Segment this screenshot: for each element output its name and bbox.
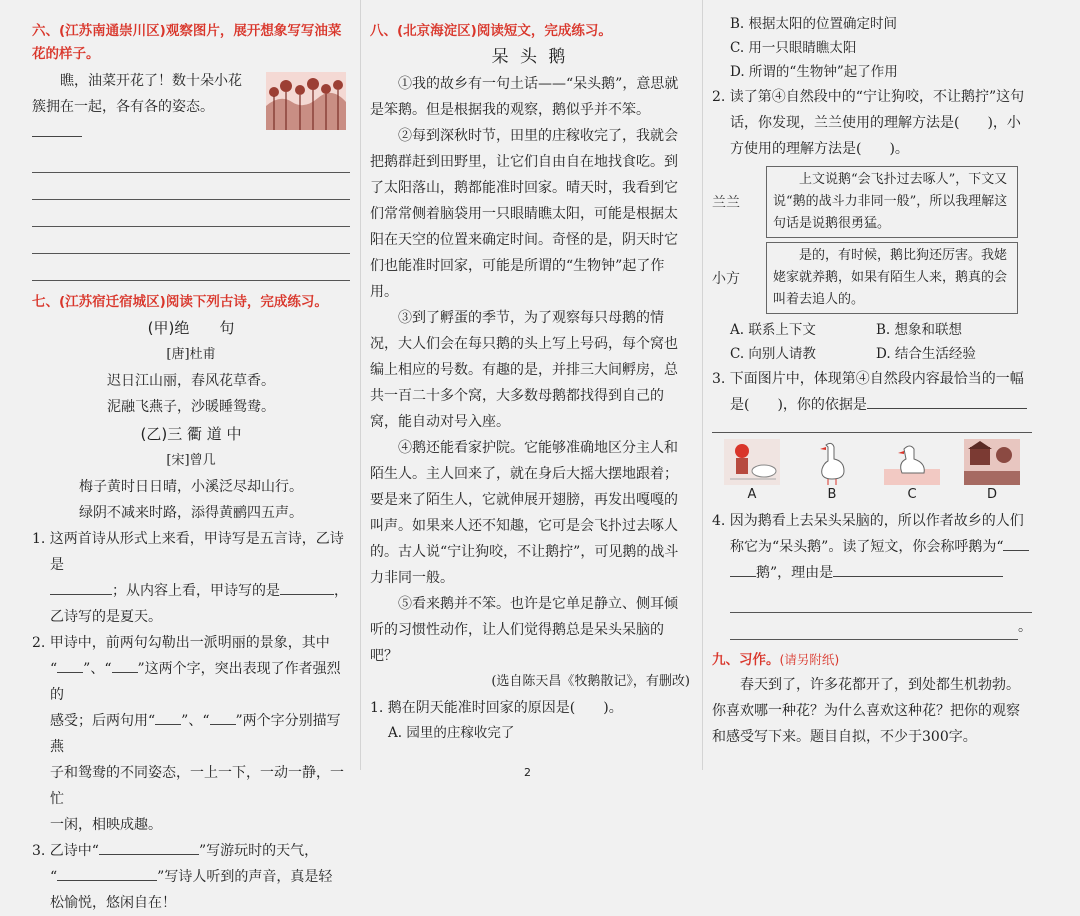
- writing-lines: [32, 146, 350, 281]
- picture-label: A: [747, 487, 757, 502]
- article-title: 呆 头 鹅: [491, 47, 569, 67]
- farmyard-scene-icon: [964, 439, 1020, 485]
- poem1-author: [唐]杜甫: [166, 347, 216, 362]
- picture-label: D: [986, 487, 997, 502]
- writing-line[interactable]: [32, 227, 350, 254]
- rapeseed-flowers-image: [266, 72, 346, 130]
- section-7-title: 七、(江苏宿迁宿城区)阅读下列古诗，完成练习。: [32, 294, 328, 310]
- poem1-line: 泥融飞燕子，沙暖睡鸳鸯。: [107, 399, 275, 415]
- option-c[interactable]: C. 向别人请教: [730, 346, 816, 362]
- poem-question-2: 2. 甲诗中，前两句勾勒出一派明丽的景象，其中 “ ”、“ ”这两个字，突出表现了作者强烈的 感受；后两句用“ ”、“ ”两个字分别描写燕 子和鸳鸯的不同姿态，一上一下，一动一静，一忙 一闲，相映成趣。: [32, 635, 344, 833]
- picture-d[interactable]: [964, 439, 1020, 502]
- poem-question-1: 1. 这两首诗从形式上来看，甲诗写是五言诗，乙诗是 ；从内容上看，甲诗写的是 ， 乙诗写的是夏天。: [32, 531, 348, 625]
- q2-options-row: [712, 318, 1032, 342]
- lanlan-label: 兰兰: [712, 195, 740, 211]
- answer-blank[interactable]: [155, 710, 181, 725]
- option-c[interactable]: C. 用一只眼睛瞧太阳: [730, 40, 857, 56]
- poem1-line: 迟日江山丽，春风花草香。: [107, 373, 275, 389]
- reading-question-4: 4. 因为鹅看上去呆头呆脑的，所以作者故乡的人们 称它为“呆头鹅”。读了短文，你会称呼鹅为“ 鹅”，理由是: [712, 508, 1032, 586]
- section-6-prompt: 瞧，油菜开花了！数十朵小花簇拥在一起，各有各的姿态。: [32, 68, 254, 146]
- writing-line[interactable]: [32, 173, 350, 200]
- writing-line[interactable]: [730, 586, 1032, 613]
- xiaofang-box: 是的，有时候，鹅比狗还厉害。我姥姥家就养鹅，如果有陌生人来，鹅真的会叫着去追人的。: [766, 242, 1018, 314]
- answer-blank[interactable]: [57, 658, 83, 673]
- writing-line[interactable]: [32, 254, 350, 281]
- article-paragraph: ⑤看来鹅并不笨。也许是它单足静立、侧耳倾听的习惯性动作，让人们觉得鹅总是呆头呆脑的吧？: [370, 596, 678, 664]
- option-b[interactable]: B. 根据太阳的位置确定时间: [730, 16, 898, 32]
- article-paragraph: ④鹅还能看家护院。它能够准确地区分主人和陌生人。主人回来了，就在身后大摇大摆地跟着；要是来了陌生人，它就伸展开翅膀，再发出嘎嘎的叫声。如果来人还不知趣，它可是会飞扑过去啄人的。古人说“宁让狗咬，不让鹅拧”，可见鹅的战斗力非同一般。: [370, 440, 679, 586]
- poem1-title: (甲)绝 句: [147, 319, 235, 337]
- option-b[interactable]: B. 想象和联想: [876, 322, 963, 338]
- article-paragraph: ①我的故乡有一句土话——“呆头鹅”，意思就是笨鹅。但是根据我的观察，鹅似乎并不笨。: [370, 76, 679, 118]
- poem2-author: [宋]曾几: [166, 453, 216, 468]
- answer-blank[interactable]: [730, 562, 756, 577]
- picture-label: C: [907, 487, 917, 502]
- reading-question-2: 2. 读了第④自然段中的“宁让狗咬，不让鹅拧”这句话，你发现，兰兰使用的理解方法是( )，小方使用的理解方法是( )。: [712, 89, 1025, 157]
- picture-label: B: [827, 487, 837, 502]
- writing-line[interactable]: [32, 200, 350, 227]
- answer-blank[interactable]: [99, 840, 199, 855]
- column-divider: [360, 0, 361, 770]
- section-8-title: 八、(北京海淀区)阅读短文，完成练习。: [370, 23, 612, 39]
- section-6-title: 六、(江苏南通崇川区)观察图片，展开想象写写油菜花的样子。: [32, 23, 342, 62]
- answer-blank[interactable]: [112, 658, 138, 673]
- answer-blank[interactable]: [57, 866, 157, 881]
- reading-question-3: 3. 下面图片中，体现第④自然段内容最恰当的一幅 是( )，你的依据是: [712, 366, 1032, 418]
- goose-standing-icon: [804, 439, 860, 485]
- column-left: [32, 20, 350, 916]
- xiaofang-label: 小方: [712, 271, 740, 287]
- answer-blank[interactable]: [210, 710, 236, 725]
- lanlan-row: [712, 166, 1032, 238]
- poem-question-3: 3. 乙诗中“ ”写游玩时的天气， “ ”写诗人听到的声音，真是轻 松愉悦，悠闲自在！: [32, 838, 350, 916]
- answer-blank[interactable]: [833, 562, 1003, 577]
- section-9-note: (请另附纸): [779, 652, 840, 667]
- article-source: (选自陈天昌《牧鹅散记》，有删改): [491, 674, 690, 689]
- lanlan-box: 上文说鹅“会飞扑过去啄人”，下文又说“鹅的战斗力非同一般”，所以我理解这句话是说鹅很勇猛。: [766, 166, 1018, 238]
- answer-blank[interactable]: [50, 580, 112, 595]
- answer-blank[interactable]: [867, 394, 1027, 409]
- picture-a[interactable]: [724, 439, 780, 502]
- option-d[interactable]: D. 所谓的“生物钟”起了作用: [730, 64, 898, 80]
- answer-blank[interactable]: [1003, 536, 1029, 551]
- column-middle: [370, 20, 690, 745]
- writing-line[interactable]: [712, 418, 1032, 433]
- option-a[interactable]: A. 联系上下文: [730, 322, 816, 338]
- article-paragraph: ③到了孵蛋的季节，为了观察每只母鹅的情况，大人们会在每只鹅的头上写上号码，每个窝也编上相应的号数。有趣的是，并排三大间孵房，总共一百二十多个窝，大多数母鹅都找得到自己的窝，能自动对号入座。: [370, 310, 678, 430]
- poem2-title: (乙)三 衢 道 中: [140, 425, 242, 443]
- picture-c[interactable]: [884, 439, 940, 502]
- answer-blank[interactable]: [280, 580, 334, 595]
- poem2-line: 绿阴不减来时路，添得黄鹂四五声。: [79, 505, 303, 521]
- writing-line[interactable]: [730, 613, 1018, 640]
- option-a[interactable]: A. 园里的庄稼收完了: [388, 725, 515, 741]
- goose-water-icon: [884, 439, 940, 485]
- writing-line-end: 。: [730, 613, 1032, 640]
- xiaofang-row: [712, 242, 1032, 314]
- q2-options-row: [712, 342, 1032, 366]
- page-number: 2: [524, 766, 531, 779]
- boy-and-goose-icon: [724, 439, 780, 485]
- column-right: [712, 12, 1032, 750]
- poem2-line: 梅子黄时日日晴，小溪泛尽却山行。: [79, 479, 303, 495]
- composition-prompt: 春天到了，许多花都开了，到处都生机勃勃。你喜欢哪一种花？为什么喜欢这种花？把你的观察和感受写下来。题目自拟，不少于300字。: [712, 677, 1020, 745]
- picture-options: [712, 439, 1032, 502]
- article-paragraph: ②每到深秋时节，田里的庄稼收完了，我就会把鹅群赶到田野里，让它们自由自在地找食吃。到了太阳落山，鹅都能准时回家。晴天时，我看到它们常常侧着脑袋用一只眼睛瞧太阳，可能是根据太阳在天空的位置来确定时间。奇怪的是，阴天时它们也能准时回家，可能是所谓的“生物钟”起了作用。: [370, 128, 678, 300]
- picture-b[interactable]: [804, 439, 860, 502]
- column-divider: [702, 0, 703, 770]
- reading-question-1: 1. 鹅在阴天能准时回家的原因是( )。: [370, 700, 623, 716]
- option-d[interactable]: D. 结合生活经验: [876, 346, 976, 362]
- section-9-title: 九、习作。(请另附纸): [712, 652, 840, 668]
- writing-line[interactable]: [32, 146, 350, 173]
